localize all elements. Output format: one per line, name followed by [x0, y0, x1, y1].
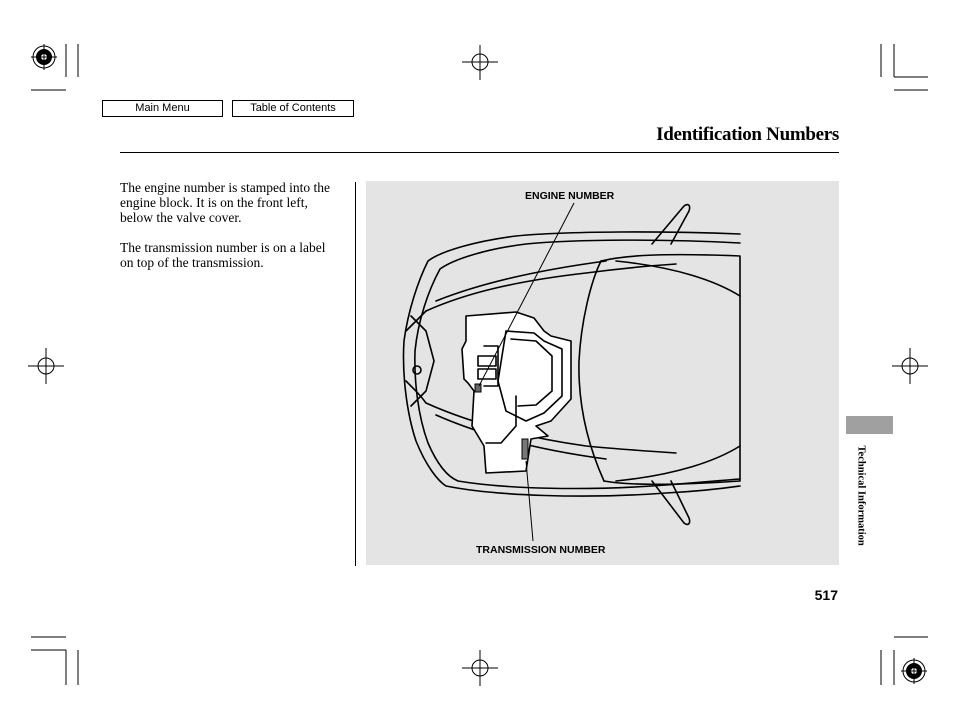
body-text [120, 180, 342, 285]
car-top-view-drawing [366, 181, 839, 565]
engine-number-label: ENGINE NUMBER [525, 190, 615, 202]
section-tab-label: Technical Information [855, 445, 867, 546]
page-title: Identification Numbers [656, 124, 839, 145]
engine-number-paragraph: The engine number is stamped into the engine block. It is on the front left, below the valve cover. [120, 180, 330, 225]
column-divider [355, 182, 356, 566]
transmission-number-paragraph: The transmission number is on a label on top of the transmission. [120, 240, 326, 270]
main-menu-button[interactable]: Main Menu [102, 100, 223, 117]
page-number: 517 [814, 587, 838, 603]
section-tab-marker [846, 416, 893, 434]
table-of-contents-button[interactable]: Table of Contents [232, 100, 354, 117]
engine-bay-illustration [366, 181, 839, 565]
title-divider [120, 152, 839, 153]
transmission-number-label: TRANSMISSION NUMBER [476, 544, 606, 556]
